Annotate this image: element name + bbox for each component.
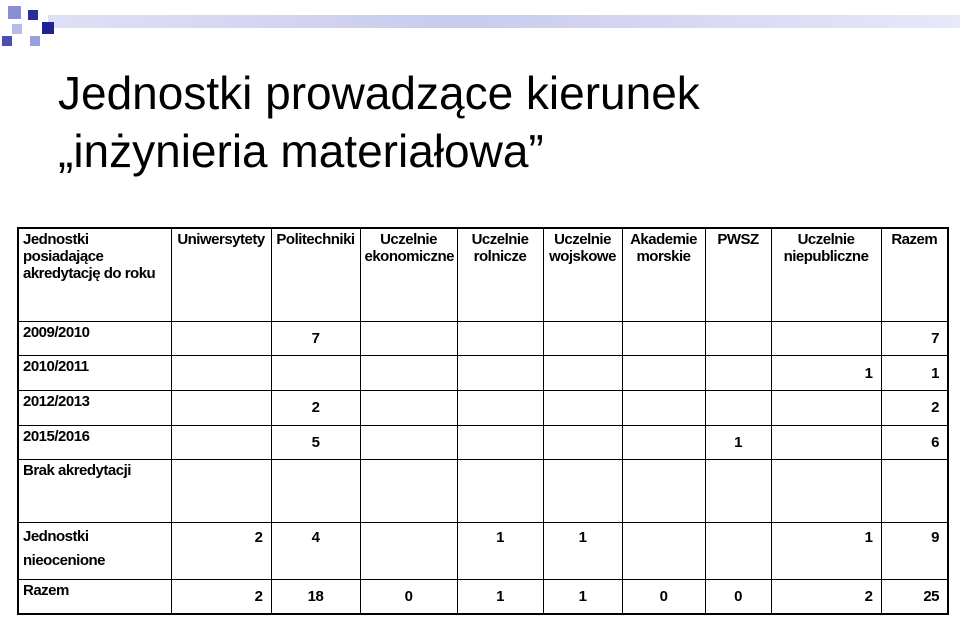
table-cell: 0	[622, 579, 705, 614]
table-cell: 2	[271, 391, 360, 426]
table-cell	[543, 321, 622, 356]
table-cell	[705, 391, 771, 426]
table-cell: 2	[171, 523, 271, 580]
table-cell: 1	[457, 523, 543, 580]
table-cell: 1	[881, 356, 948, 391]
table-cell	[171, 321, 271, 356]
table-cell	[457, 321, 543, 356]
table-cell	[705, 321, 771, 356]
column-header: Akademie morskie	[622, 228, 705, 321]
header-band	[48, 15, 960, 28]
table-cell	[360, 391, 457, 426]
table-cell: 0	[360, 579, 457, 614]
title-line-1: Jednostki prowadzące kierunek	[58, 67, 700, 119]
table-row	[18, 321, 948, 356]
table-cell: 1	[543, 523, 622, 580]
row-label: 2009/2010	[18, 321, 171, 356]
table-cell: 1	[457, 579, 543, 614]
table-cell	[771, 321, 881, 356]
row-label: 2012/2013	[18, 391, 171, 426]
table-cell: 4	[271, 523, 360, 580]
column-header: PWSZ	[705, 228, 771, 321]
table-row	[18, 356, 948, 391]
page-title	[58, 64, 938, 180]
table-cell	[271, 460, 360, 523]
table-cell	[622, 391, 705, 426]
table-cell: 1	[771, 356, 881, 391]
table-cell	[771, 391, 881, 426]
row-label: Brak akredytacji	[18, 460, 171, 523]
title-line-2: „inżynieria materiałowa”	[58, 125, 544, 177]
table-row-total	[18, 579, 948, 614]
table-row	[18, 460, 948, 523]
table-cell: 1	[543, 579, 622, 614]
table-cell	[360, 321, 457, 356]
decor-square-icon	[42, 22, 54, 34]
table-cell: 7	[881, 321, 948, 356]
table-row	[18, 425, 948, 460]
table-cell	[771, 425, 881, 460]
column-header: Razem	[881, 228, 948, 321]
accreditation-table	[17, 227, 949, 615]
table-cell	[457, 356, 543, 391]
table-cell: 2	[771, 579, 881, 614]
table-cell: 25	[881, 579, 948, 614]
decor-square-icon	[2, 36, 12, 46]
table-cell	[543, 391, 622, 426]
table-cell	[171, 460, 271, 523]
table-row	[18, 523, 948, 580]
table-cell	[622, 321, 705, 356]
table-cell	[622, 425, 705, 460]
row-label: Jednostki nieocenione	[18, 523, 171, 580]
column-header: Uniwersytety	[171, 228, 271, 321]
table-cell: 18	[271, 579, 360, 614]
table-cell: 7	[271, 321, 360, 356]
table-cell: 2	[171, 579, 271, 614]
row-label: Razem	[18, 579, 171, 614]
table-cell	[360, 523, 457, 580]
decor-square-icon	[8, 6, 21, 19]
table-cell: 2	[881, 391, 948, 426]
table-cell	[360, 425, 457, 460]
table-cell	[457, 460, 543, 523]
table-cell	[360, 356, 457, 391]
column-header: Uczelnie ekonomiczne	[360, 228, 457, 321]
row-label: 2010/2011	[18, 356, 171, 391]
table-cell	[705, 523, 771, 580]
decor-square-icon	[12, 24, 22, 34]
table-cell	[881, 460, 948, 523]
table-cell	[360, 460, 457, 523]
table-row	[18, 391, 948, 426]
decor-square-icon	[30, 36, 40, 46]
table-cell: 6	[881, 425, 948, 460]
column-header: Uczelnie wojskowe	[543, 228, 622, 321]
column-header: Jednostki posiadające akredytację do roku	[18, 228, 171, 321]
column-header: Uczelnie niepubliczne	[771, 228, 881, 321]
column-header: Uczelnie rolnicze	[457, 228, 543, 321]
table-cell: 9	[881, 523, 948, 580]
table-cell: 1	[771, 523, 881, 580]
table-cell	[543, 356, 622, 391]
table-cell: 5	[271, 425, 360, 460]
table-cell	[171, 425, 271, 460]
table-cell	[171, 356, 271, 391]
table-cell	[705, 460, 771, 523]
table-cell	[771, 460, 881, 523]
table-cell	[622, 356, 705, 391]
table-cell: 0	[705, 579, 771, 614]
table-cell	[622, 460, 705, 523]
table-cell	[543, 425, 622, 460]
table-header-row	[18, 228, 948, 321]
column-header: Politechniki	[271, 228, 360, 321]
table-cell	[457, 391, 543, 426]
table-cell: 1	[705, 425, 771, 460]
decor-square-icon	[28, 10, 38, 20]
table-cell	[457, 425, 543, 460]
table-cell	[705, 356, 771, 391]
table-cell	[622, 523, 705, 580]
row-label: 2015/2016	[18, 425, 171, 460]
table-cell	[171, 391, 271, 426]
table-cell	[271, 356, 360, 391]
table-cell	[543, 460, 622, 523]
